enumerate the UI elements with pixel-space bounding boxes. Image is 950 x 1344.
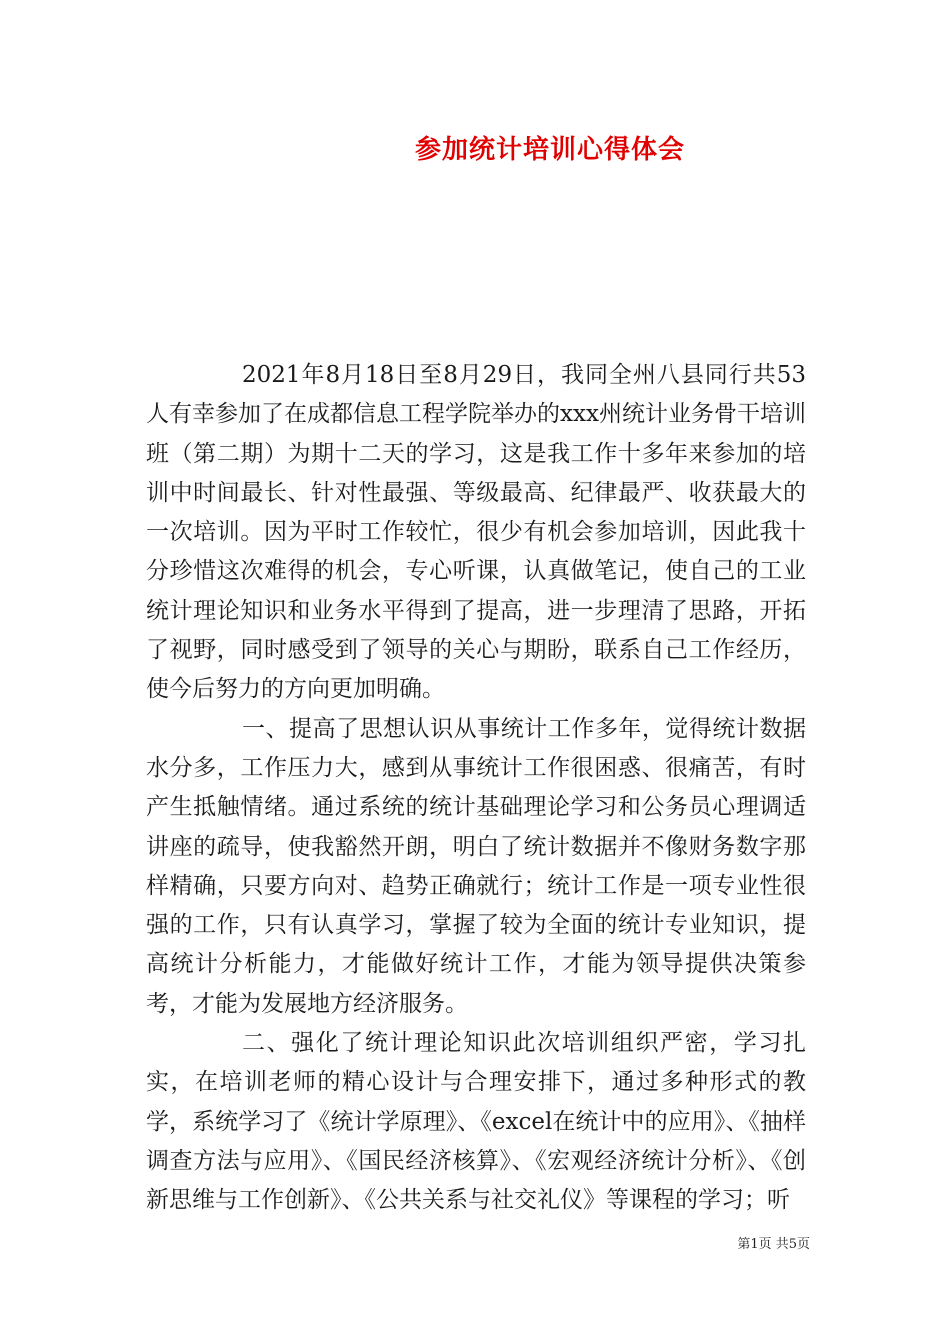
paragraph-intro: 2021年8月18日至8月29日，我同全州八县同行共53人有幸参加了在成都信息工程学院举办的xxx州统计业务骨干培训班（第二期）为期十二天的学习，这是我工作十多年来参加的培训中时间最长、针对性最强、等级最高、纪律最严、收获最大的一次培训。因为平时工作较忙，很少有机会参加培训，因此我十分珍惜这次难得的机会，专心听课，认真做笔记，使自己的工业统计理论知识和业务水平得到了提高，进一步理清了思路，开拓了视野，同时感受到了领导的关心与期盼，联系自己工作经历，使今后努力的方向更加明确。 bbox=[146, 362, 806, 703]
document-title: 参加统计培训心得体会 bbox=[414, 135, 685, 165]
paragraph-section-1: 一、提高了思想认识从事统计工作多年，觉得统计数据水分多，工作压力大，感到从事统计工作很困惑、很痛苦，有时产生抵触情绪。通过系统的统计基础理论学习和公务员心理调适讲座的疏导，使我豁然开朗，明白了统计数据并不像财务数字那样精确，只要方向对、趋势正确就行；统计工作是一项专业性很强的工作，只有认真学习，掌握了较为全面的统计专业知识，提高统计分析能力，才能做好统计工作，才能为领导提供决策参考，才能为发展地方经济服务。 bbox=[146, 715, 806, 1017]
paragraph-section-2: 二、强化了统计理论知识此次培训组织严密，学习扎实，在培训老师的精心设计与合理安排下，通过多种形式的教学，系统学习了《统计学原理》、《excel在统计中的应用》、《抽样调查方法与应用》、《国民经济核算》、《宏观经济统计分析》、《创新思维与工作创新》、《公共关系与社交礼仪》等课程的学习；听 bbox=[146, 1030, 806, 1214]
page-number-footer: 第1页 共5页 bbox=[737, 1237, 810, 1252]
document-body bbox=[146, 356, 806, 1221]
